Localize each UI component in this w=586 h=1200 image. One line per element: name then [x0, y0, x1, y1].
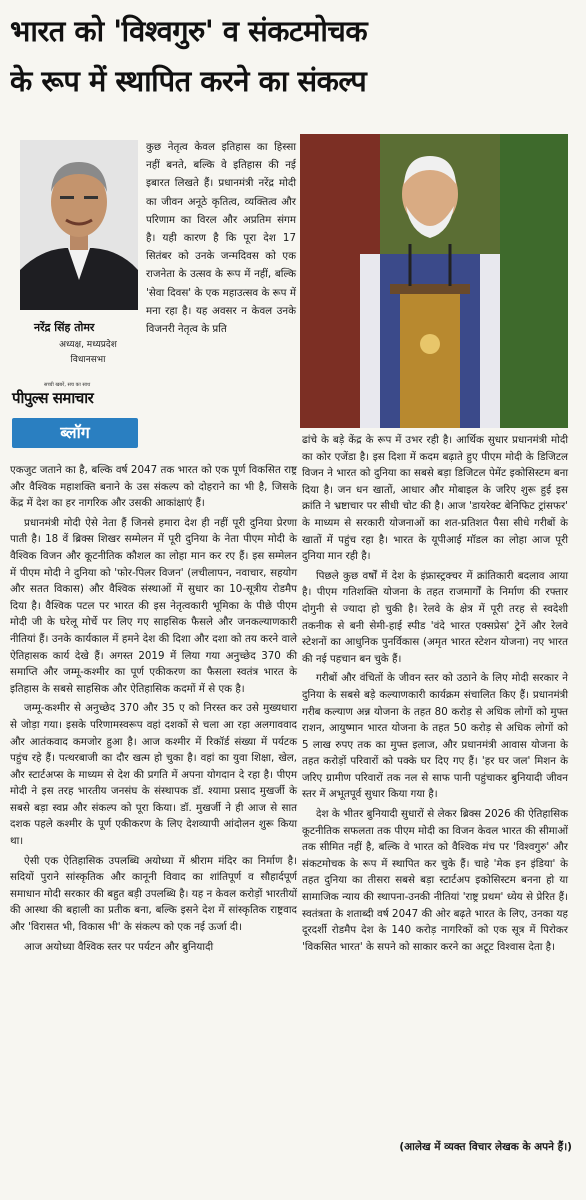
headline-line-2: के रूप में स्थापित करने का संकल्प — [10, 64, 367, 98]
paragraph: एकजुट जताने का है, बल्कि वर्ष 2047 तक भारत को एक पूर्ण विकसित राष्ट्र और वैश्विक महाशक्ति बनाने के उस संकल्प को दोहराने का भी है, जिसके केंद्र में देश का हर नागरिक और उसकी आकांक्षाएं हैं। — [10, 464, 297, 510]
author-disclaimer: (आलेख में व्यक्त विचार लेखक के अपने हैं।) — [399, 1141, 572, 1153]
article-column-left — [10, 462, 297, 958]
author-name: नरेंद्र सिंह तोमर — [34, 321, 95, 334]
newspaper-logo — [12, 382, 142, 454]
author-portrait-icon — [20, 140, 138, 310]
author-role-line-1: अध्यक्ष, मध्यप्रदेश — [59, 340, 117, 350]
headline — [10, 6, 576, 106]
paragraph: ढांचे के बड़े केंद्र के रूप में उभर रही है। आर्थिक सुधार प्रधानमंत्री मोदी का कोर एजेंडा है। इस दिशा में कदम बढ़ाते हुए पीएम मोदी के डिजिटल विजन ने भारत को दुनिया का सबसे बड़ा डिजिटल पेमेंट इकोसिस्टम बना दिया है। जन धन खातों, आधार और मोबाइल के जरिए शुरू हुई इस क्रांति ने भ्रष्टाचार पर सीधी चोट की है। आज 'डायरेक्ट बेनिफिट ट्रांसफर' के माध्यम से सरकारी योजनाओं का शत-प्रतिशत पैसा सीधे गरीबों के खातों में पहुंच रहा है। भारत के यूपीआई मॉडल का लोहा आज पूरी दुनिया मान रही है। — [302, 434, 568, 563]
logo-blog-banner: ब्लॉग — [12, 418, 138, 448]
logo-brand: पीपुल्स समाचार — [12, 389, 94, 407]
paragraph: पिछले कुछ वर्षों में देश के इंफ्रास्ट्रक्चर में क्रांतिकारी बदलाव आया है। पीएम गतिशक्ति योजना के तहत राजमार्गों के निर्माण की रफ्तार दोगुनी से ज्यादा हो चुकी है। रेलवे के क्षेत्र में पूरी तरह से स्वदेशी तकनीक से बनी सेमी-हाई स्पीड 'वंदे भारत एक्सप्रेस' ट्रेनें और रेलवे स्टेशनों का आधुनिक पुनर्विकास (अमृत भारत स्टेशन योजना) नए भारत की नई पहचान बन चुके हैं। — [302, 569, 568, 665]
author-role — [36, 338, 140, 368]
paragraph: देश के भीतर बुनियादी सुधारों से लेकर ब्रिक्स 2026 की ऐतिहासिक कूटनीतिक सफलता तक पीएम मोदी का विजन केवल भारत की सीमाओं तक सीमित नहीं है, बल्कि वे भारत को वैश्विक मंच पर 'विश्वगुरु' और संकटमोचक के रूप में स्थापित कर चुके हैं। चाहे 'मेक इन इंडिया' के तहत दुनिया का तीसरा सबसे बड़ा स्टार्टअप इकोसिस्टम बनना हो या सामाजिक न्याय की स्थापना-उनकी नीतियां 'राष्ट्र प्रथम' ध्येय से प्रेरित हैं। स्वतंत्रता के शताब्दी वर्ष 2047 की ओर बढ़ते भारत के लिए, उनका यह दूरदर्शी रोडमैप देश के 140 करोड़ नागरिकों को एक सूत्र में पिरोकर 'विकसित भारत' के सपने को साकार करने का अटूट विश्वास देता है। — [302, 808, 568, 953]
headline-line-1: भारत को 'विश्वगुरु' व संकटमोचक — [10, 14, 368, 48]
paragraph: जम्मू-कश्मीर से अनुच्छेद 370 और 35 ए को निरस्त कर उसे मुख्यधारा से जोड़ा गया। इसके परिणामस्वरूप वहां दशकों से चला आ रहा अलगाववाद और आतंकवाद कमजोर हुआ है। आज कश्मीर में रिकॉर्ड संख्या में पर्यटक पहुंच रहे हैं। पत्थरबाजी का दौर खत्म हो चुका है। वहां का युवा शिक्षा, खेल, और स्टार्टअप्स के माध्यम से देश की प्रगति में अपना योगदान दे रहा है। पीएम मोदी ने इस तरह भारतीय जनसंघ के संस्थापक डॉ. श्यामा प्रसाद मुखर्जी के सबसे बड़ा स्वप्न और संकल्प को पूरा किया। डॉ. मुखर्जी ने ही आज से सात दशक पहले कश्मीर के पूर्ण एकीकरण के लिए देशव्यापी आंदोलन शुरू किया था। — [10, 702, 297, 848]
paragraph: ऐसी एक ऐतिहासिक उपलब्धि अयोध्या में श्रीराम मंदिर का निर्माण है। सदियों पुराने सांस्कृतिक और कानूनी विवाद का शांतिपूर्ण व सौहार्दपूर्ण समाधान मोदी सरकार की बहुत बड़ी उपलब्धि है। यह न केवल करोड़ों भारतीयों की आस्था की बहाली का प्रतीक बना, बल्कि इसने देश में सांस्कृतिक राष्ट्रवाद और 'विरासत भी, विकास भी' के संकल्प को एक नई ऊर्जा दी। — [10, 854, 297, 934]
author-role-line-2: विधानसभा — [70, 355, 106, 365]
podium-speaker-icon — [300, 134, 568, 428]
pm-photo — [300, 134, 568, 428]
paragraph: आज अयोध्या वैश्विक स्तर पर पर्यटन और बुनियादी — [24, 940, 214, 953]
author-photo — [20, 140, 138, 310]
article-intro — [146, 138, 296, 338]
paragraph: प्रधानमंत्री मोदी ऐसे नेता हैं जिनसे हमारा देश ही नहीं पूरी दुनिया प्रेरणा पाती है। 18 वें ब्रिक्स शिखर सम्मेलन में पूरी दुनिया के नेता पीएम मोदी के वैश्विक विजन और कूटनीतिक कौशल का लोहा मान कर रए हैं। इस सम्मेलन में पीएम मोदी ने दुनिया को 'फोर-पिलर विजन' (लचीलापन, नवाचार, सहयोग और सतत विकास) और वैश्विक संस्थाओं में सुधार का 10-सूत्रीय रोडमैप दिया है। वैश्विक पटल पर भारत की इस नेतृत्वकारी भूमिका के पीछे पीएम मोदी जी के घरेलू मोर्चे पर लिए गए साहसिक फैसले और जनकल्याणकारी नीतियां हैं। उनके कार्यकाल में हमने देश की दिशा और दशा को तय करने वाले ऐतिहासक कार्य देखे हैं। अगस्त 2019 में लिया गया अनुच्छेद 370 की समाप्ति और जम्मू-कश्मीर का पूर्ण एकीकरण का फैसला स्वतंत्र भारत के इतिहास के सबसे साहसिक और ऐतिहासिक कदमों में से एक है। — [10, 516, 297, 695]
article-column-right — [302, 432, 568, 958]
paragraph: गरीबों और वंचितों के जीवन स्तर को उठाने के लिए मोदी सरकार ने दुनिया के सबसे बड़े कल्याणकारी कार्यक्रम संचालित किए हैं। प्रधानमंत्री गरीब कल्याण अन्न योजना के तहत 80 करोड़ से अधिक लोगों को मुफ्त राशन, आयुष्मान भारत योजना के तहत 50 करोड़ से अधिक लोगों को 5 लाख रुपए तक का मुफ्त इलाज, और प्रधानमंत्री आवास योजना के तहत करोड़ों परिवारों को पक्के घर दिए गए हैं। 'हर घर जल' मिशन के जरिए ग्रामीण परिवारों तक नल से साफ पानी पहुंचाकर बुनियादी जीवन स्तर में अभूतपूर्व सुधार किया गया है। — [302, 672, 568, 801]
logo-tagline: सच्ची खबरें, सच का साथ — [44, 382, 91, 388]
intro-paragraph: कुछ नेतृत्व केवल इतिहास का हिस्सा नहीं बनते, बल्कि वे इतिहास की नई इबारत लिखते हैं। प्रधानमंत्री नरेंद्र मोदी का जीवन अनूठे कृतित्व, व्यक्तित्व और परिणाम का विरल और अप्रतिम संगम है। यही कारण है कि पूरा देश 17 सितंबर को उनके जन्मदिवस को एक राजनेता के उत्सव के रूप में नहीं, बल्कि 'सेवा दिवस' के एक महाउत्सव के रूप में मना रहा है। यह अवसर न केवल उनके विजनरी नेतृत्व के प्रति — [146, 141, 296, 336]
